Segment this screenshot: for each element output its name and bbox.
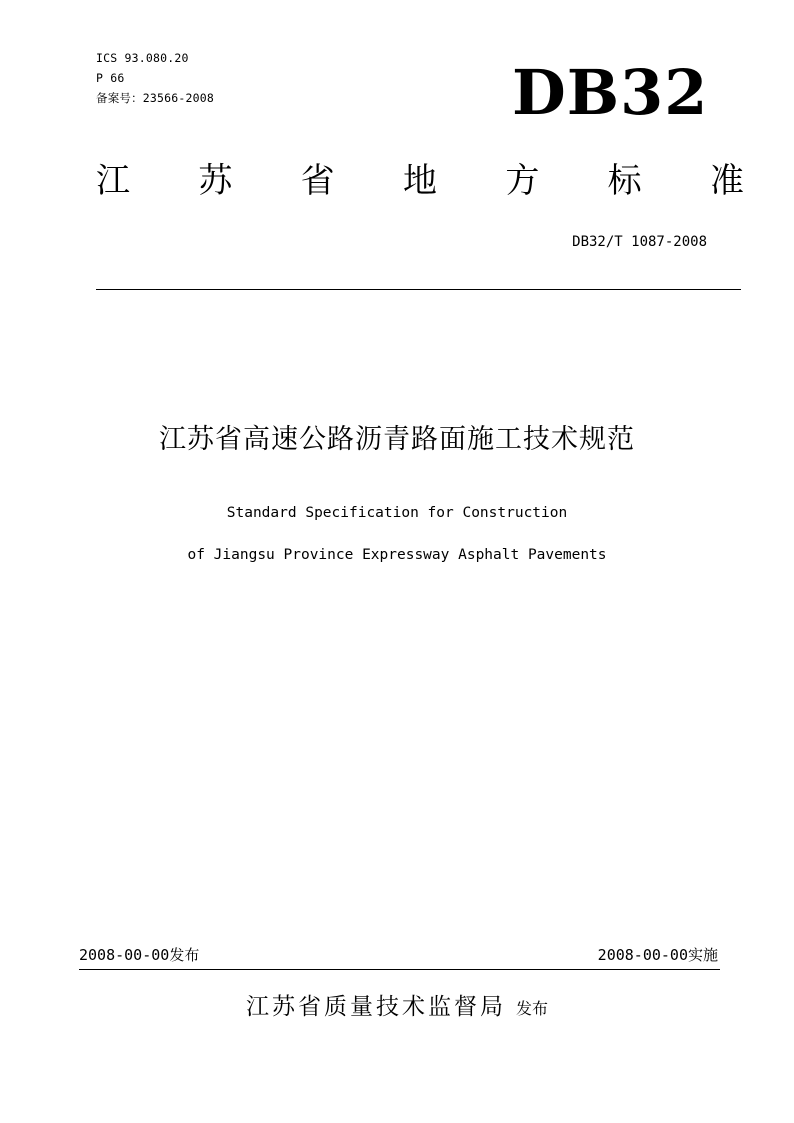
header-divider	[96, 289, 741, 290]
record-number: 备案号：23566-2008	[96, 91, 215, 105]
issuer-line	[0, 987, 794, 1029]
db-logo: DB32	[512, 56, 709, 129]
title-english-line1: Standard Specification for Construction	[226, 505, 568, 521]
standard-type-heading	[96, 156, 744, 206]
issue-date-block	[79, 944, 199, 966]
implement-date: 2008-00-00	[597, 946, 688, 964]
standard-type-char: 地	[402, 161, 437, 201]
standard-type-char: 苏	[198, 161, 233, 201]
ccs-code: P 66	[96, 71, 125, 85]
standard-type-char: 江	[96, 161, 130, 201]
standard-type-char: 省	[300, 161, 335, 201]
implement-date-block	[598, 944, 718, 966]
issuer-organization: 江苏省质量技术监督局	[245, 994, 506, 1020]
footer-divider	[79, 969, 720, 970]
standard-type-char: 方	[505, 161, 540, 201]
title-english-line2: of Jiangsu Province Expressway Asphalt Pavements	[187, 547, 607, 563]
issue-date: 2008-00-00	[79, 946, 170, 964]
issuer-action: 发布	[515, 999, 548, 1018]
standard-type-char: 准	[709, 161, 744, 201]
title-chinese: 江苏省高速公路沥青路面施工技术规范	[159, 424, 635, 455]
standard-code: DB32/T 1087-2008	[572, 234, 707, 250]
implement-label: 实施	[687, 946, 718, 964]
standard-type-char: 标	[607, 161, 642, 201]
issue-label: 发布	[169, 946, 200, 964]
ics-code: ICS 93.080.20	[96, 51, 189, 65]
